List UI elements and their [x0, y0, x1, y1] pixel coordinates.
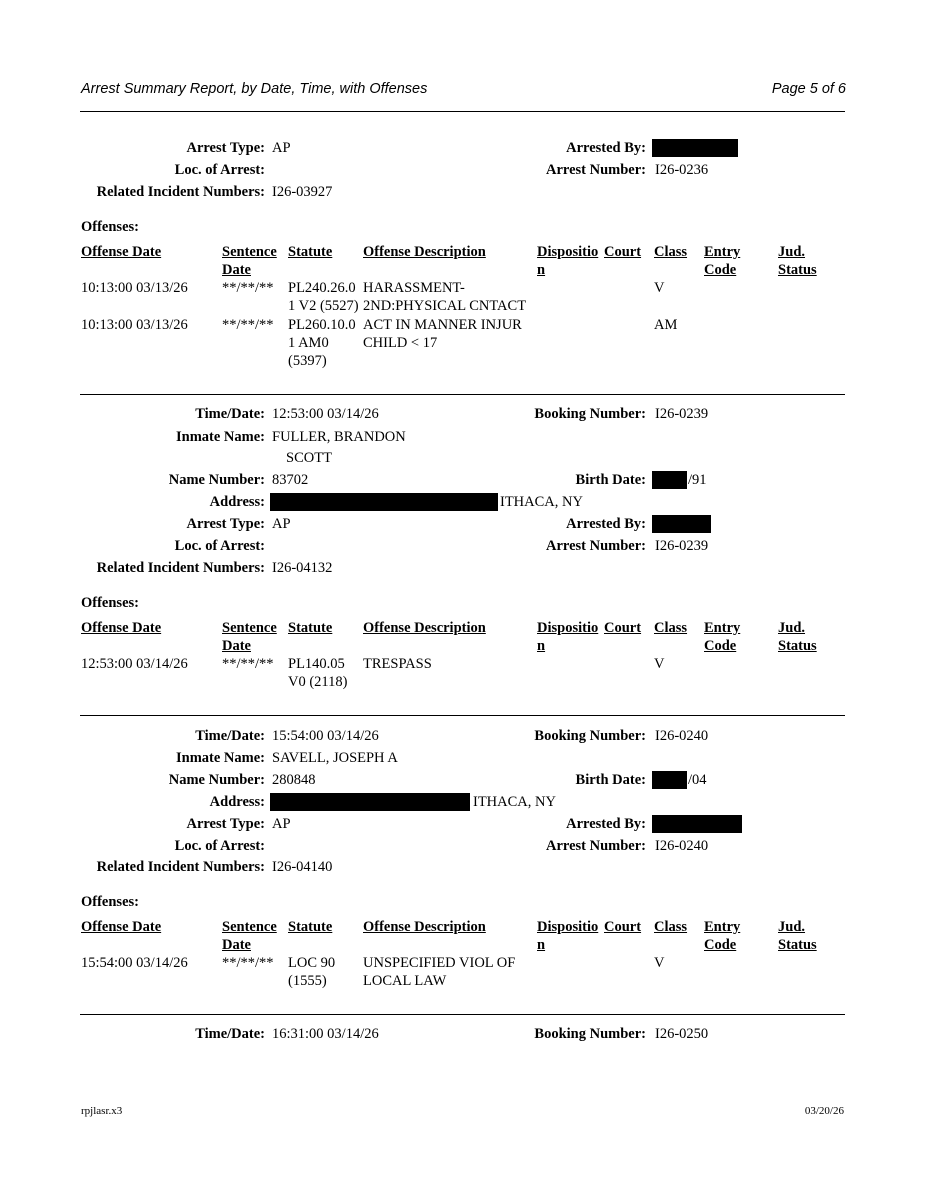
col-offense-description: Offense Description [363, 244, 486, 260]
related-incident-label: Related Incident Numbers: [96, 560, 265, 576]
loc-of-arrest-label: Loc. of Arrest: [174, 838, 265, 854]
col-offense-date: Offense Date [81, 244, 162, 260]
col-jud: Jud. [778, 919, 806, 935]
address-label: Address: [209, 794, 265, 810]
col-disposition-2: n [537, 638, 546, 654]
col-disposition: Dispositio [537, 244, 599, 260]
statute-cell: LOC 90 [288, 955, 336, 971]
offense-description-cell: CHILD < 17 [363, 335, 438, 351]
col-class: Class [654, 244, 688, 260]
inmate-name-value-2: SCOTT [286, 450, 332, 466]
col-entry: Entry [704, 919, 741, 935]
statute-cell: (5397) [288, 353, 327, 369]
inmate-name-label: Inmate Name: [176, 750, 265, 766]
col-offense-date: Offense Date [81, 620, 162, 636]
birth-date-value: /04 [688, 772, 707, 788]
arrest-number-label: Arrest Number: [546, 162, 646, 178]
record-divider [80, 394, 845, 395]
col-sentence: Sentence [222, 620, 277, 636]
address-city-value: ITHACA, NY [500, 494, 583, 510]
col-class: Class [654, 620, 688, 636]
col-offense-description: Offense Description [363, 919, 486, 935]
offenses-heading: Offenses: [81, 595, 139, 611]
sentence-date-cell: **/**/** [222, 955, 274, 971]
related-incident-value: I26-04140 [272, 859, 333, 875]
col-disposition-2: n [537, 937, 546, 953]
address-label: Address: [209, 494, 265, 510]
loc-of-arrest-label: Loc. of Arrest: [174, 162, 265, 178]
statute-cell: V0 (2118) [288, 674, 348, 690]
report-title: Arrest Summary Report, by Date, Time, with Offenses [81, 81, 428, 97]
col-offense-date: Offense Date [81, 919, 162, 935]
name-number-label: Name Number: [168, 772, 265, 788]
redaction-block [652, 515, 711, 533]
offense-description-cell: ACT IN MANNER INJUR [363, 317, 522, 333]
col-court: Court [604, 620, 642, 636]
col-jud-status: Status [778, 262, 817, 278]
name-number-value: 83702 [272, 472, 309, 488]
offenses-heading: Offenses: [81, 894, 139, 910]
birth-date-value: /91 [688, 472, 707, 488]
footer-date: 03/20/26 [804, 1105, 844, 1117]
offense-date-cell: 12:53:00 03/14/26 [81, 656, 188, 672]
loc-of-arrest-label: Loc. of Arrest: [174, 538, 265, 554]
inmate-name-value: SAVELL, JOSEPH A [272, 750, 398, 766]
class-cell: V [654, 280, 665, 296]
col-court: Court [604, 244, 642, 260]
redaction-block [652, 471, 687, 489]
col-sentence: Sentence [222, 244, 277, 260]
booking-number-label: Booking Number: [534, 728, 646, 744]
arrest-number-value: I26-0240 [655, 838, 709, 854]
arrest-type-label: Arrest Type: [186, 816, 265, 832]
col-statute: Statute [288, 919, 333, 935]
redaction-block [270, 793, 470, 811]
time-date-value: 15:54:00 03/14/26 [272, 728, 379, 744]
booking-number-label: Booking Number: [534, 406, 646, 422]
offense-date-cell: 15:54:00 03/14/26 [81, 955, 188, 971]
related-incident-label: Related Incident Numbers: [96, 184, 265, 200]
col-entry-code: Code [704, 262, 737, 278]
col-offense-description: Offense Description [363, 620, 486, 636]
col-disposition: Dispositio [537, 919, 599, 935]
related-incident-label: Related Incident Numbers: [96, 859, 265, 875]
address-city-value: ITHACA, NY [473, 794, 556, 810]
booking-number-value: I26-0250 [655, 1026, 709, 1042]
arrest-number-label: Arrest Number: [546, 538, 646, 554]
time-date-label: Time/Date: [195, 1026, 265, 1042]
inmate-name-value: FULLER, BRANDON [272, 429, 406, 445]
name-number-value: 280848 [272, 772, 316, 788]
record-divider [80, 1014, 845, 1015]
booking-number-value: I26-0239 [655, 406, 709, 422]
sentence-date-cell: **/**/** [222, 280, 274, 296]
col-entry-code: Code [704, 937, 737, 953]
col-jud-status: Status [778, 937, 817, 953]
arrested-by-label: Arrested By: [566, 140, 646, 156]
birth-date-label: Birth Date: [575, 472, 646, 488]
arrest-type-value: AP [272, 816, 291, 832]
col-statute: Statute [288, 620, 333, 636]
col-sentence-date: Date [222, 262, 251, 278]
offense-description-cell: LOCAL LAW [363, 973, 447, 989]
arrest-number-value: I26-0236 [655, 162, 709, 178]
arrest-type-label: Arrest Type: [186, 516, 265, 532]
related-incident-value: I26-04132 [272, 560, 333, 576]
col-jud: Jud. [778, 244, 806, 260]
offenses-heading: Offenses: [81, 219, 139, 235]
col-entry: Entry [704, 620, 741, 636]
col-statute: Statute [288, 244, 333, 260]
statute-cell: 1 AM0 [288, 335, 329, 351]
arrest-type-value: AP [272, 516, 291, 532]
statute-cell: PL260.10.0 [288, 317, 356, 333]
offense-description-cell: HARASSMENT- [363, 280, 465, 296]
offense-description-cell: TRESPASS [363, 656, 432, 672]
sentence-date-cell: **/**/** [222, 317, 274, 333]
col-jud-status: Status [778, 638, 817, 654]
booking-number-label: Booking Number: [534, 1026, 646, 1042]
booking-number-value: I26-0240 [655, 728, 709, 744]
name-number-label: Name Number: [168, 472, 265, 488]
offense-description-cell: 2ND:PHYSICAL CNTACT [363, 298, 527, 314]
redaction-block [652, 815, 742, 833]
arrest-type-label: Arrest Type: [186, 140, 265, 156]
time-date-value: 12:53:00 03/14/26 [272, 406, 379, 422]
related-incident-value: I26-03927 [272, 184, 333, 200]
class-cell: AM [654, 317, 678, 333]
offense-date-cell: 10:13:00 03/13/26 [81, 317, 188, 333]
class-cell: V [654, 656, 665, 672]
statute-cell: PL140.05 [288, 656, 345, 672]
redaction-block [652, 771, 687, 789]
inmate-name-label: Inmate Name: [176, 429, 265, 445]
arrest-type-value: AP [272, 140, 291, 156]
page-indicator: Page 5 of 6 [771, 81, 846, 97]
col-jud: Jud. [778, 620, 806, 636]
footer-report-id: rpjlasr.x3 [81, 1105, 123, 1117]
col-sentence: Sentence [222, 919, 277, 935]
col-entry: Entry [704, 244, 741, 260]
offense-date-cell: 10:13:00 03/13/26 [81, 280, 188, 296]
redaction-block [652, 139, 738, 157]
col-court: Court [604, 919, 642, 935]
statute-cell: PL240.26.0 [288, 280, 356, 296]
col-sentence-date: Date [222, 638, 251, 654]
col-sentence-date: Date [222, 937, 251, 953]
col-entry-code: Code [704, 638, 737, 654]
arrest-number-value: I26-0239 [655, 538, 709, 554]
statute-cell: 1 V2 (5527) [288, 298, 359, 314]
time-date-value: 16:31:00 03/14/26 [272, 1026, 379, 1042]
record-divider [80, 715, 845, 716]
time-date-label: Time/Date: [195, 728, 265, 744]
sentence-date-cell: **/**/** [222, 656, 274, 672]
birth-date-label: Birth Date: [575, 772, 646, 788]
time-date-label: Time/Date: [195, 406, 265, 422]
arrested-by-label: Arrested By: [566, 516, 646, 532]
redaction-block [270, 493, 498, 511]
offense-description-cell: UNSPECIFIED VIOL OF [363, 955, 516, 971]
arrest-number-label: Arrest Number: [546, 838, 646, 854]
arrested-by-label: Arrested By: [566, 816, 646, 832]
class-cell: V [654, 955, 665, 971]
col-class: Class [654, 919, 688, 935]
header-divider [80, 111, 845, 112]
statute-cell: (1555) [288, 973, 327, 989]
col-disposition-2: n [537, 262, 546, 278]
col-disposition: Dispositio [537, 620, 599, 636]
